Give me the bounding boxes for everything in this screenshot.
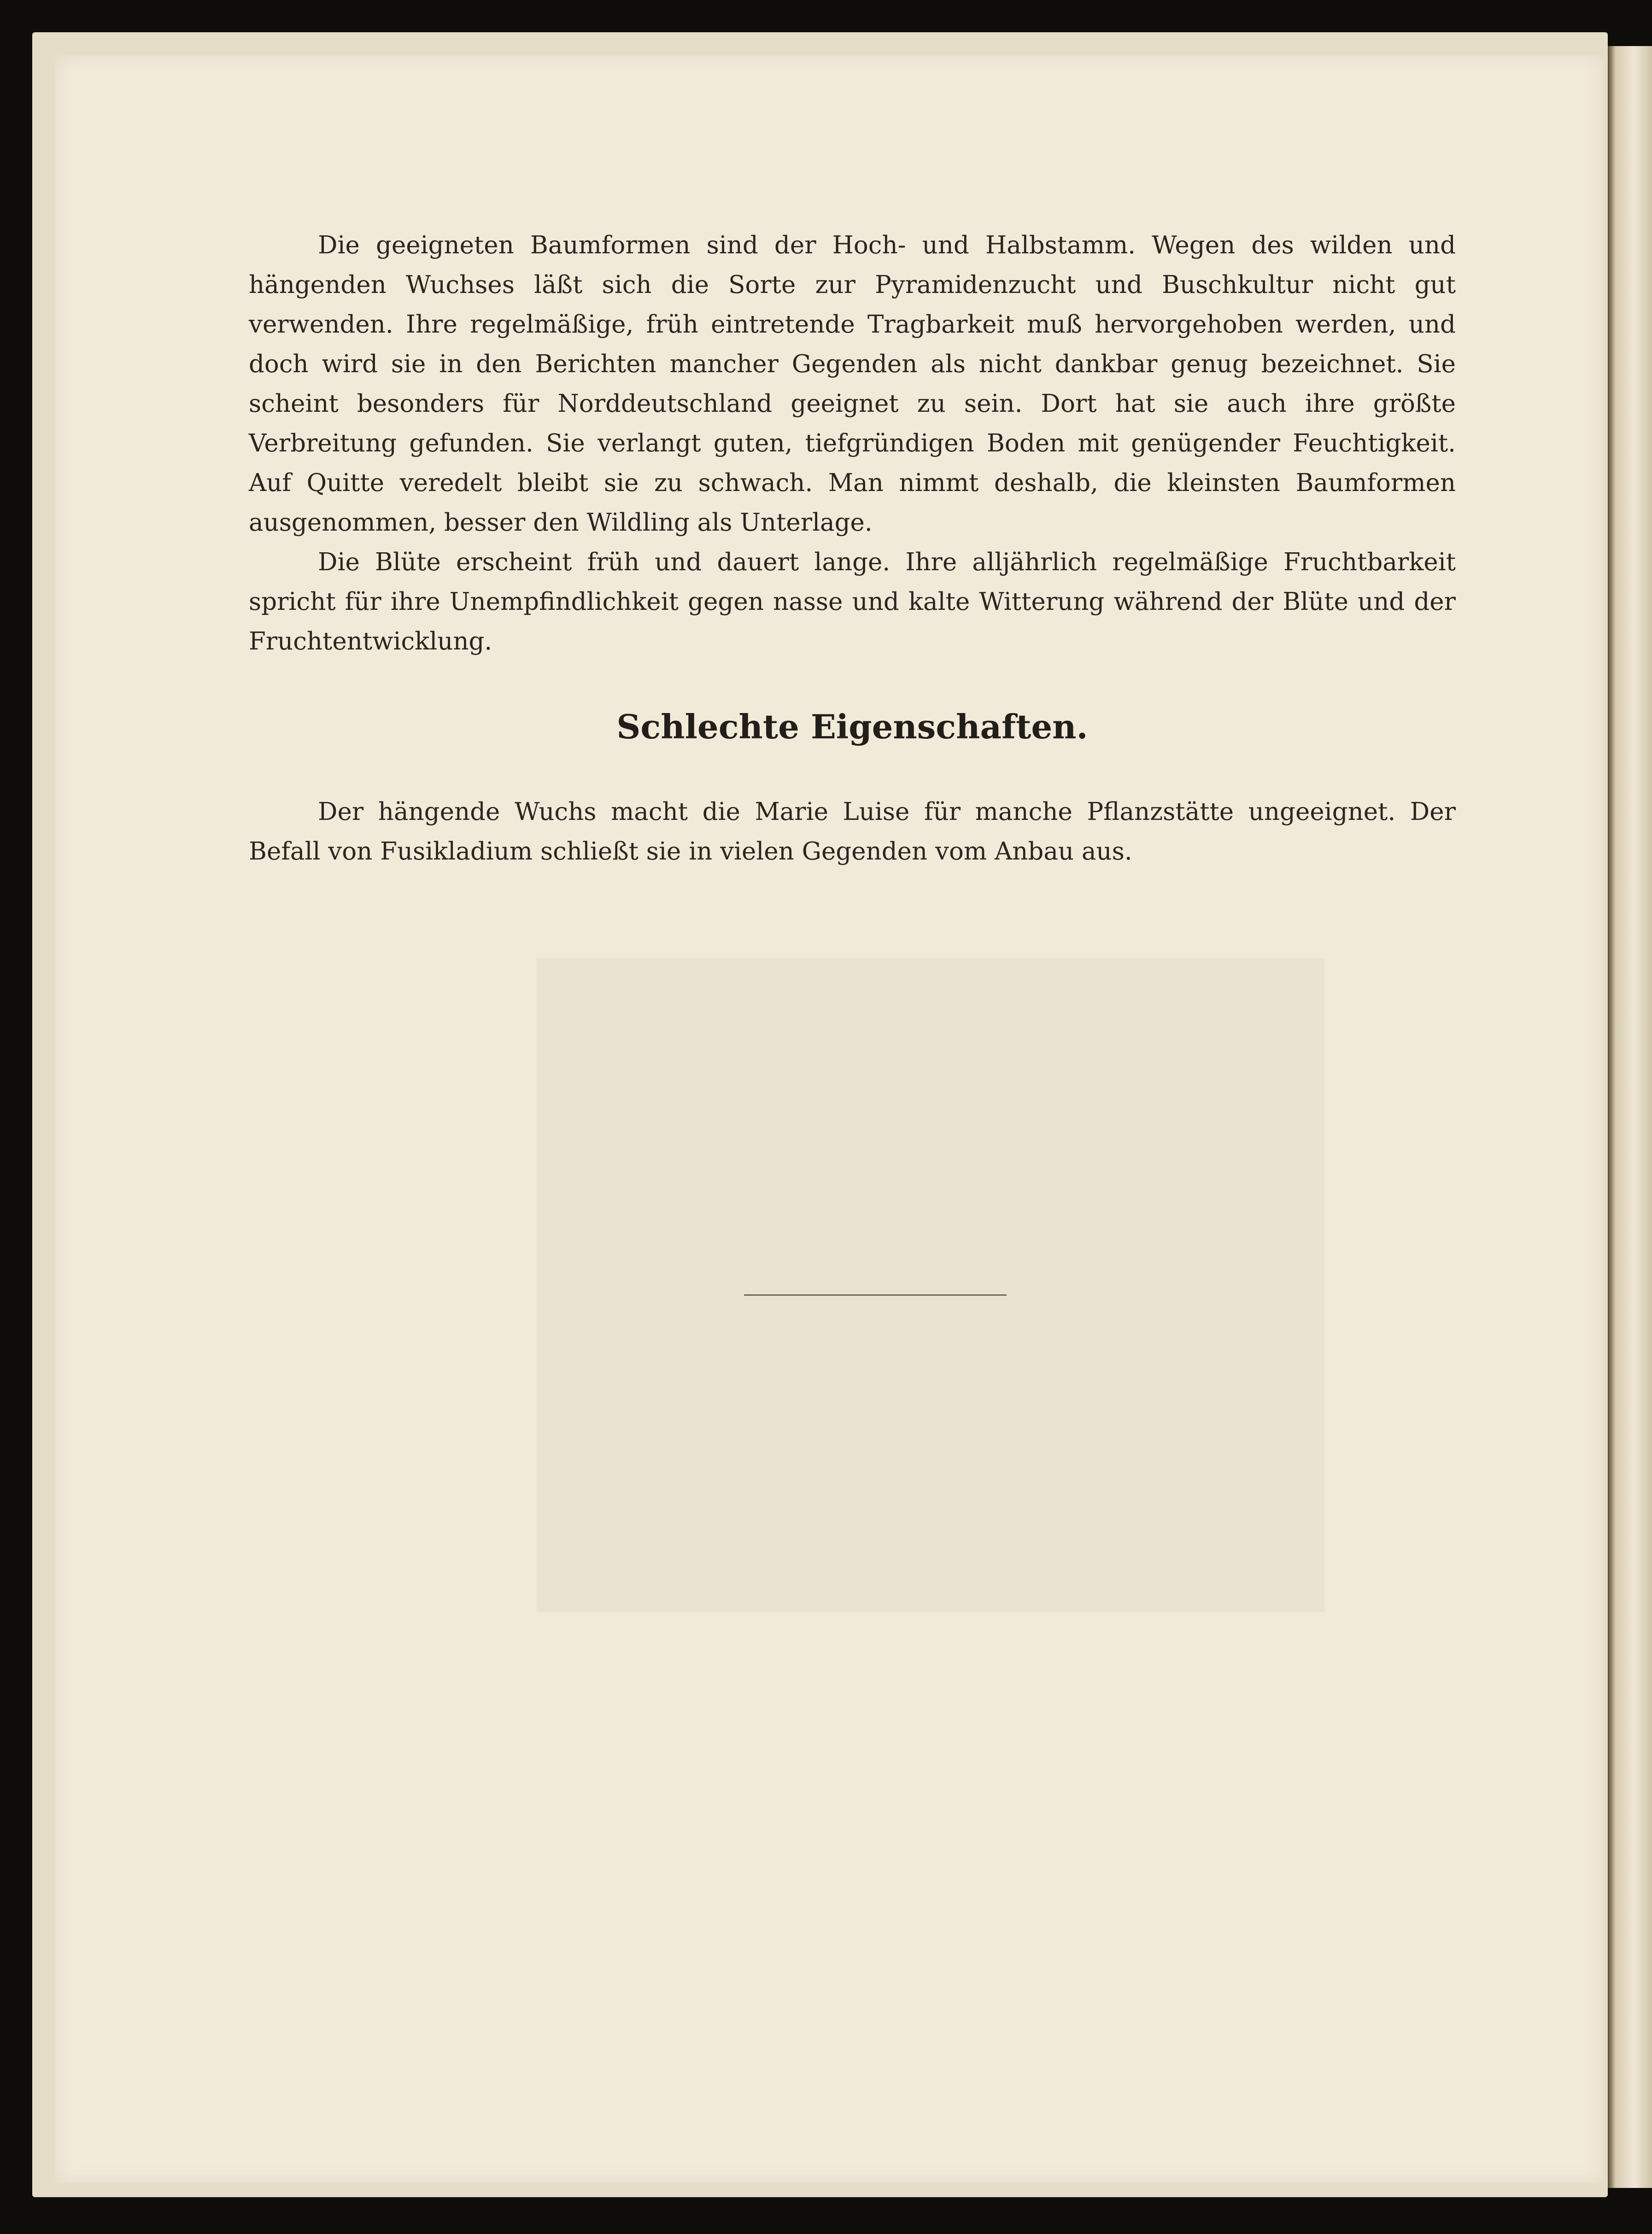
- plate-bleed-through: [537, 958, 1324, 1612]
- paragraph-bluete: Die Blüte erscheint früh und dauert lange. Ihre alljährlich regelmäßige Fruchtbarkeit spricht für ihre Unempfindlichkeit gegen nasse und kalte Witterung während der Blüte und der Fruchtentwicklung.: [249, 548, 1456, 655]
- paragraph-schlechte-eigenschaften: Der hängende Wuchs macht die Marie Luise für manche Pflanzstätte ungeeignet. Der Befall von Fusikladium schließt sie in vielen Gegenden vom Anbau aus.: [249, 798, 1456, 866]
- body-text: [249, 226, 1456, 871]
- section-heading: Schlechte Eigenschaften.: [616, 707, 1088, 746]
- paragraph-baumformen: Die geeigneten Baumformen sind der Hoch- und Halbstamm. Wegen des wilden und hängenden Wuchses läßt sich die Sorte zur Pyramidenzucht und Buschkultur nicht gut verwenden. Ihre regelmäßige, früh eintretende Tragbarkeit muß hervorgehoben werden, und doch wird sie in den Berichten mancher Gegenden als nicht dankbar genug bezeichnet. Sie scheint besonders für Norddeutschland geeignet zu sein. Dort hat sie auch ihre größte Verbreitung gefunden. Sie verlangt guten, tiefgründigen Boden mit genügender Feuchtigkeit. Auf Quitte veredelt bleibt sie zu schwach. Man nimmt deshalb, die kleinsten Baumformen ausgenommen, besser den Wildling als Unterlage.: [249, 231, 1456, 537]
- page-edge-binding: [1608, 46, 1652, 2188]
- section-divider-rule: [744, 1294, 1007, 1296]
